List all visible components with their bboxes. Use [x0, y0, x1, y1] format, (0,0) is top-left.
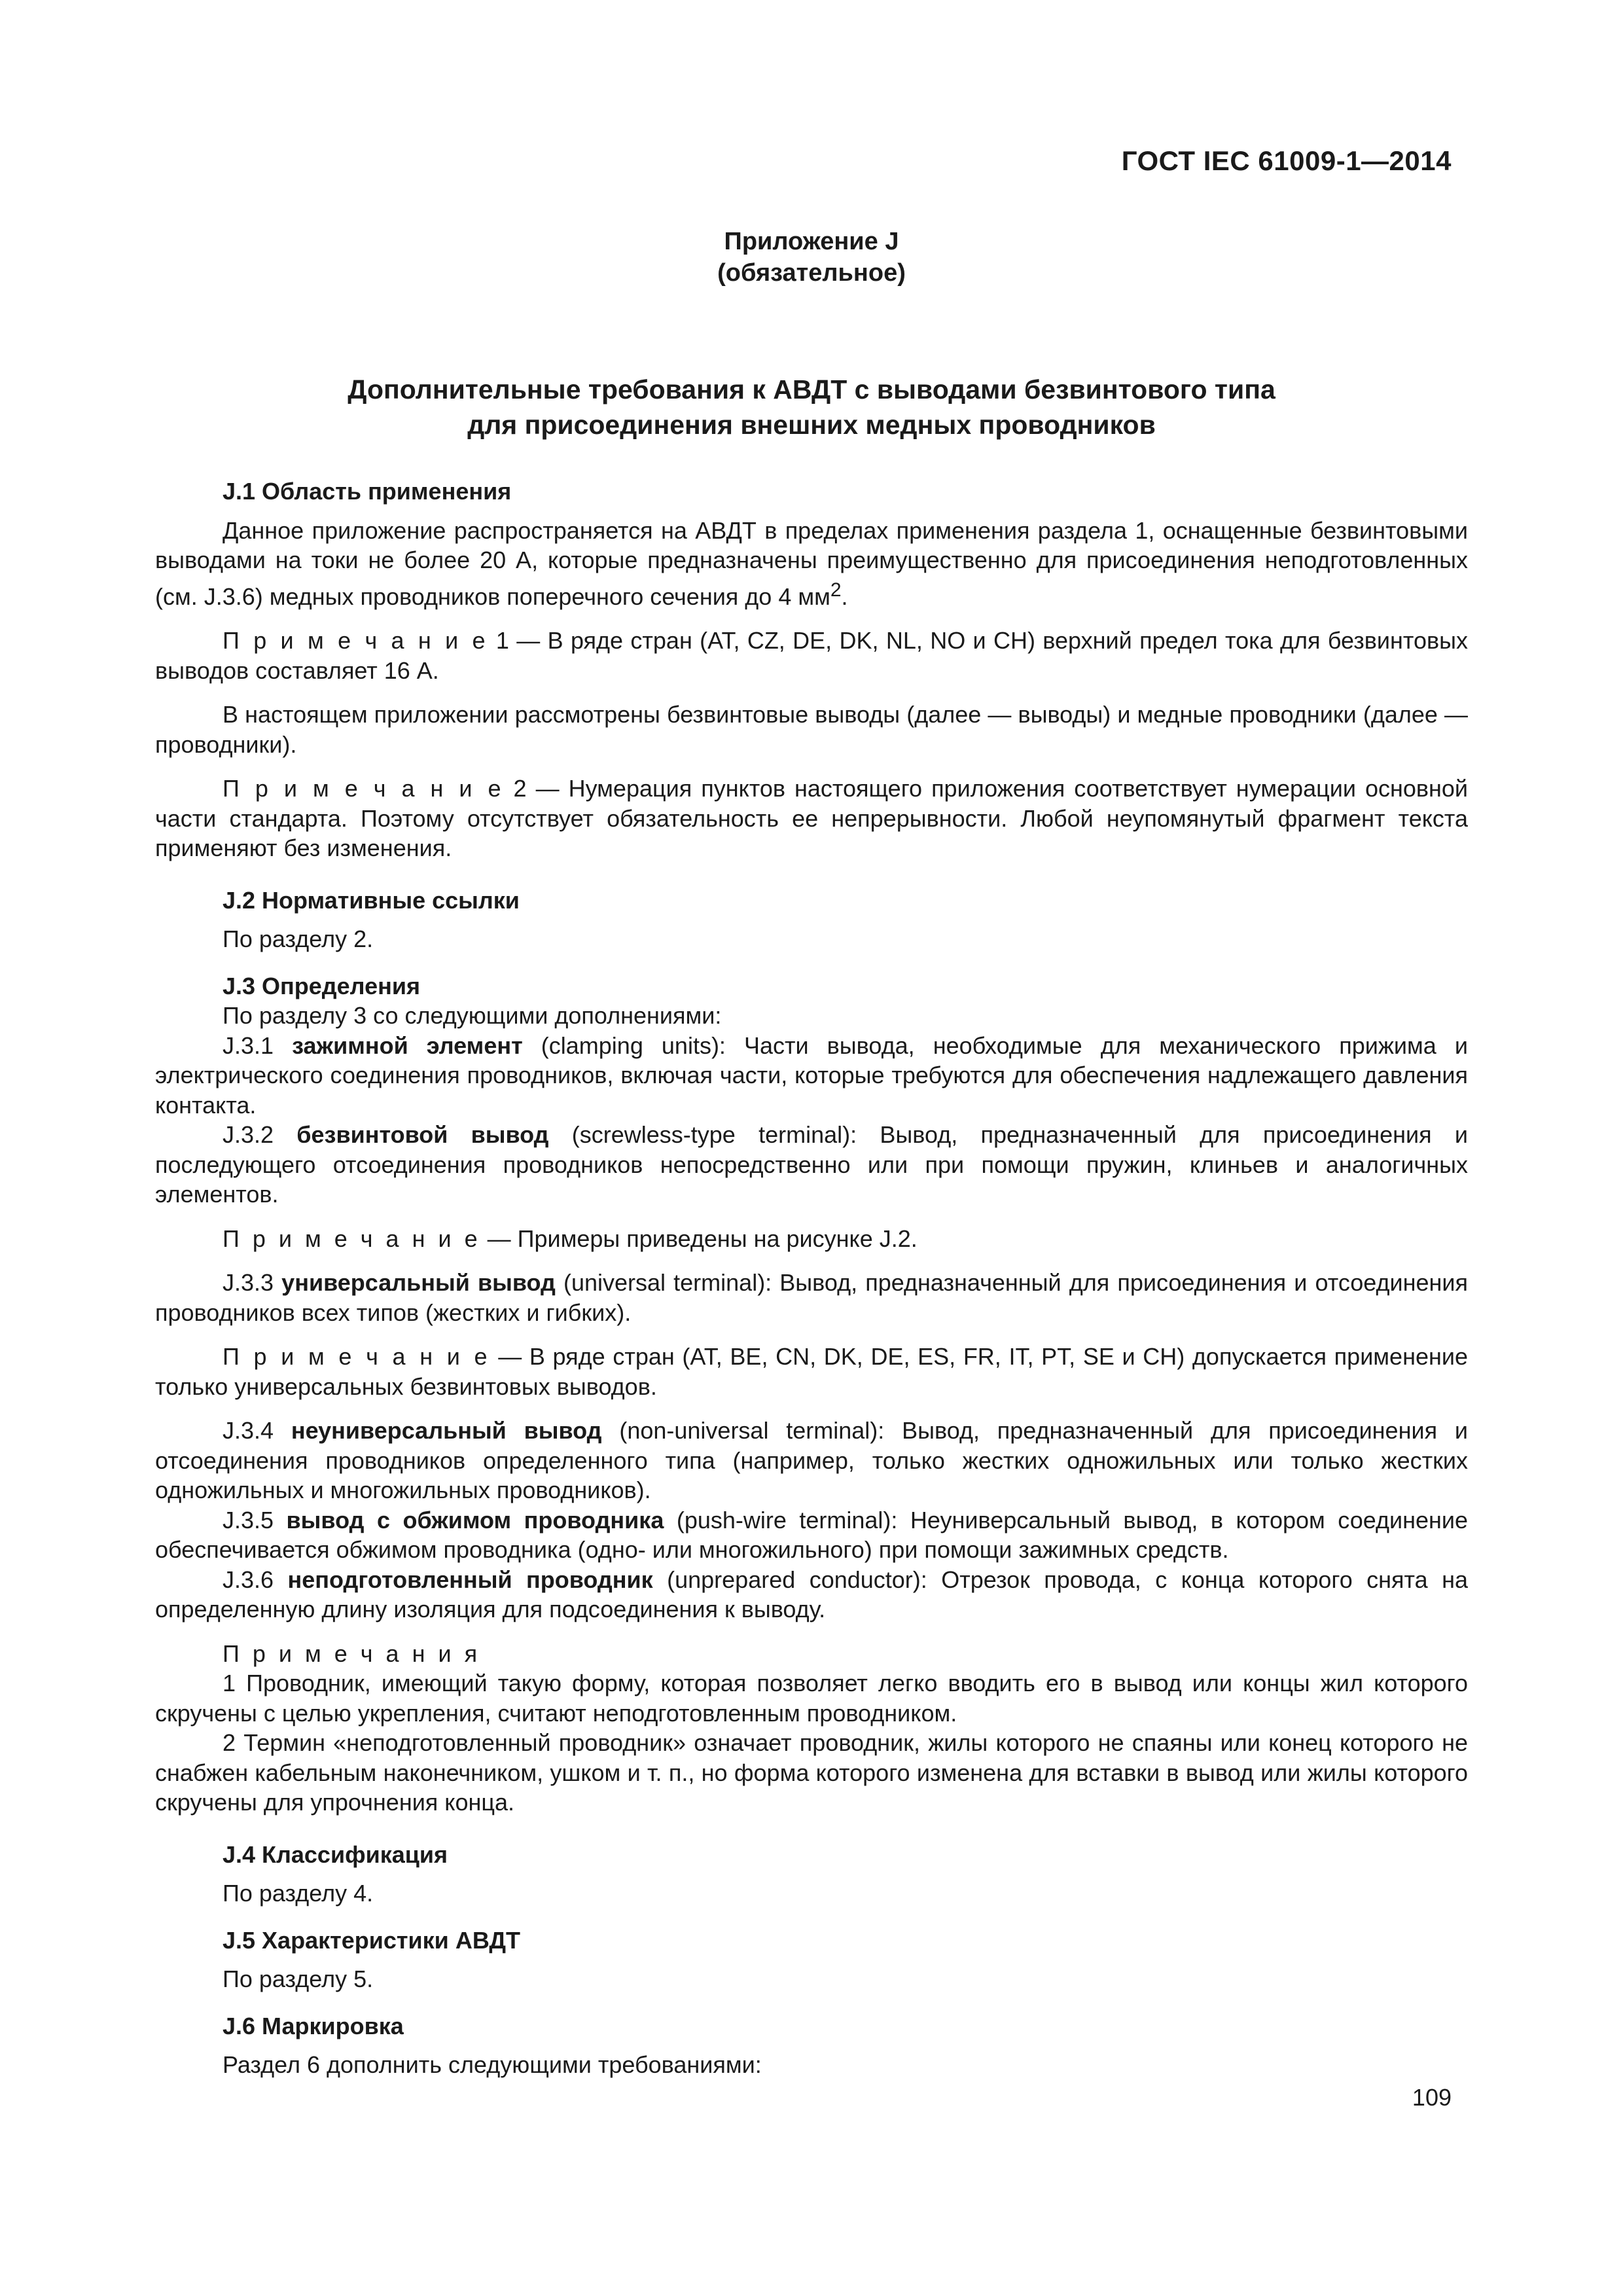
note-unprepared-2: 2 Термин «неподготовленный проводник» означает проводник, жилы которого не спаяны или конец которого не снабжен кабельным наконечником, ушком и т. п., но форма которого изменена для вставки в вывод или жилы которого скручены для упрочнения конца. — [155, 1729, 1468, 1816]
section-text-j2: По разделу 2. — [223, 925, 374, 952]
definition-term: безвинтовой вывод — [296, 1121, 549, 1148]
note-label: П р и м е ч а н и е — [223, 627, 489, 654]
definition-j3-2 — [155, 1120, 1468, 1210]
definition-term: неподготовленный проводник — [287, 1566, 653, 1593]
note-label: П р и м е ч а н и е — [223, 775, 505, 802]
note-text: 2 — Нумерация пунктов настоящего приложения соответствует нумерации основной части стандарта. Поэтому отсутствует обязательность ее непрерывности. Любой неупомянутый фрагмент текста применяют без изменения. — [155, 775, 1468, 861]
definition-text: (screwless-type terminal): Вывод, предназначенный для присоединения и последующего отсоединения проводников непосредственно или при помощи пружин, клиньев и аналогичных элементов. — [155, 1121, 1468, 1208]
definition-number: J.3.2 — [223, 1121, 297, 1148]
definition-j3-5 — [155, 1505, 1468, 1565]
definition-number: J.3.6 — [223, 1566, 288, 1593]
definition-j3-3 — [155, 1268, 1468, 1327]
definition-term: зажимной элемент — [292, 1031, 523, 1059]
paragraph-scope — [155, 516, 1468, 612]
definition-text: (unprepared conductor): Отрезок провода, с конца которого снята на определенную длину изоляция для подсоединения к выводу. — [155, 1566, 1468, 1623]
superscript: 2 — [830, 579, 842, 601]
annex-title — [0, 372, 1623, 442]
note-2 — [155, 774, 1468, 863]
definition-number: J.3.5 — [223, 1506, 287, 1534]
section-heading-j2: J.2 Нормативные ссылки — [223, 886, 520, 914]
section-heading-j5: J.5 Характеристики АВДТ — [223, 1926, 520, 1954]
annex-header — [0, 226, 1623, 289]
definition-term: неуниверсальный вывод — [291, 1417, 602, 1444]
section-heading-j4: J.4 Классификация — [223, 1840, 448, 1868]
page-number: 109 — [1412, 2084, 1452, 2111]
definition-text: (non-universal terminal): Вывод, предназначенный для присоединения и отсоединения проводников определенного типа (например, только жестких одножильных или только жестких одножильных и многожильных проводников). — [155, 1417, 1468, 1503]
definition-term: вывод с обжимом проводника — [286, 1506, 664, 1534]
definition-j3-1 — [155, 1031, 1468, 1121]
annex-status: (обязательное) — [717, 259, 906, 287]
definition-text: (push-wire terminal): Неуниверсальный вывод, в котором соединение обеспечивается обжимом проводника (одно- или многожильного) при помощи зажимных средств. — [155, 1506, 1468, 1563]
section-text-j6: Раздел 6 дополнить следующими требованиями: — [223, 2051, 762, 2078]
definition-j3-4 — [155, 1416, 1468, 1505]
section-heading-j3: J.3 Определения — [223, 972, 420, 999]
section-text-j5: По разделу 5. — [223, 1965, 374, 1992]
note-text: — Примеры приведены на рисунке J.2. — [480, 1225, 918, 1252]
paragraph-terms: В настоящем приложении рассмотрены безвинтовые выводы (далее — выводы) и медные проводники (далее — проводники). — [155, 701, 1468, 758]
section-text-j4: По разделу 4. — [223, 1880, 374, 1907]
definition-number: J.3.4 — [223, 1417, 291, 1444]
section-intro-j3: По разделу 3 со следующими дополнениями: — [223, 1002, 722, 1029]
paragraph-end: . — [841, 583, 848, 610]
definition-text: (clamping units): Части вывода, необходимые для механического прижима и электрического соединения проводников, включая части, которые требуются для обеспечения надлежащего давления контакта. — [155, 1031, 1468, 1119]
note-text: — В ряде стран (AT, BE, CN, DK, DE, ES, FR, IT, PT, SE и CH) допускается применение только универсальных безвинтовых выводов. — [155, 1343, 1468, 1400]
definition-term: универсальный вывод — [281, 1269, 556, 1296]
annex-title-line-2: для присоединения внешних медных проводников — [467, 410, 1156, 440]
document-code: ГОСТ IEC 61009-1—2014 — [1121, 145, 1452, 176]
section-heading-j6: J.6 Маркировка — [223, 2012, 404, 2039]
annex-label: Приложение J — [724, 228, 899, 255]
document-body — [155, 476, 1468, 2080]
definition-number: J.3.1 — [223, 1031, 293, 1059]
note-label: П р и м е ч а н и е — [223, 1225, 481, 1252]
note-figure — [155, 1224, 1468, 1254]
note-unprepared-1: 1 Проводник, имеющий такую форму, которая позволяет легко вводить его в вывод или концы жил которого скручены с целью укрепления, считают неподготовленным проводником. — [155, 1670, 1468, 1727]
definition-j3-6 — [155, 1565, 1468, 1624]
definition-text: (universal terminal): Вывод, предназначенный для присоединения и отсоединения проводников всех типов (жестких и гибких). — [155, 1269, 1468, 1326]
note-text: 1 — В ряде стран (AT, CZ, DE, DK, NL, NO и CH) верхний предел тока для безвинтовых выводов составляет 16 А. — [155, 627, 1469, 684]
annex-title-line-1: Дополнительные требования к АВДТ с выводами безвинтового типа — [348, 374, 1275, 404]
notes-label: П р и м е ч а н и я — [223, 1640, 481, 1667]
section-heading-j1: J.1 Область применения — [223, 478, 512, 505]
definition-number: J.3.3 — [223, 1269, 282, 1296]
note-label: П р и м е ч а н и е — [223, 1343, 491, 1370]
paragraph-scope-text: Данное приложение распространяется на АВДТ в пределах применения раздела 1, оснащенные безвинтовыми выводами на токи не более 20 А, которые предназначены преимущественно для присоединения неподготовленных (см. J.3.6) медных проводников поперечного сечения до 4 мм — [155, 516, 1468, 610]
note-universal — [155, 1342, 1468, 1401]
note-1 — [155, 626, 1468, 685]
